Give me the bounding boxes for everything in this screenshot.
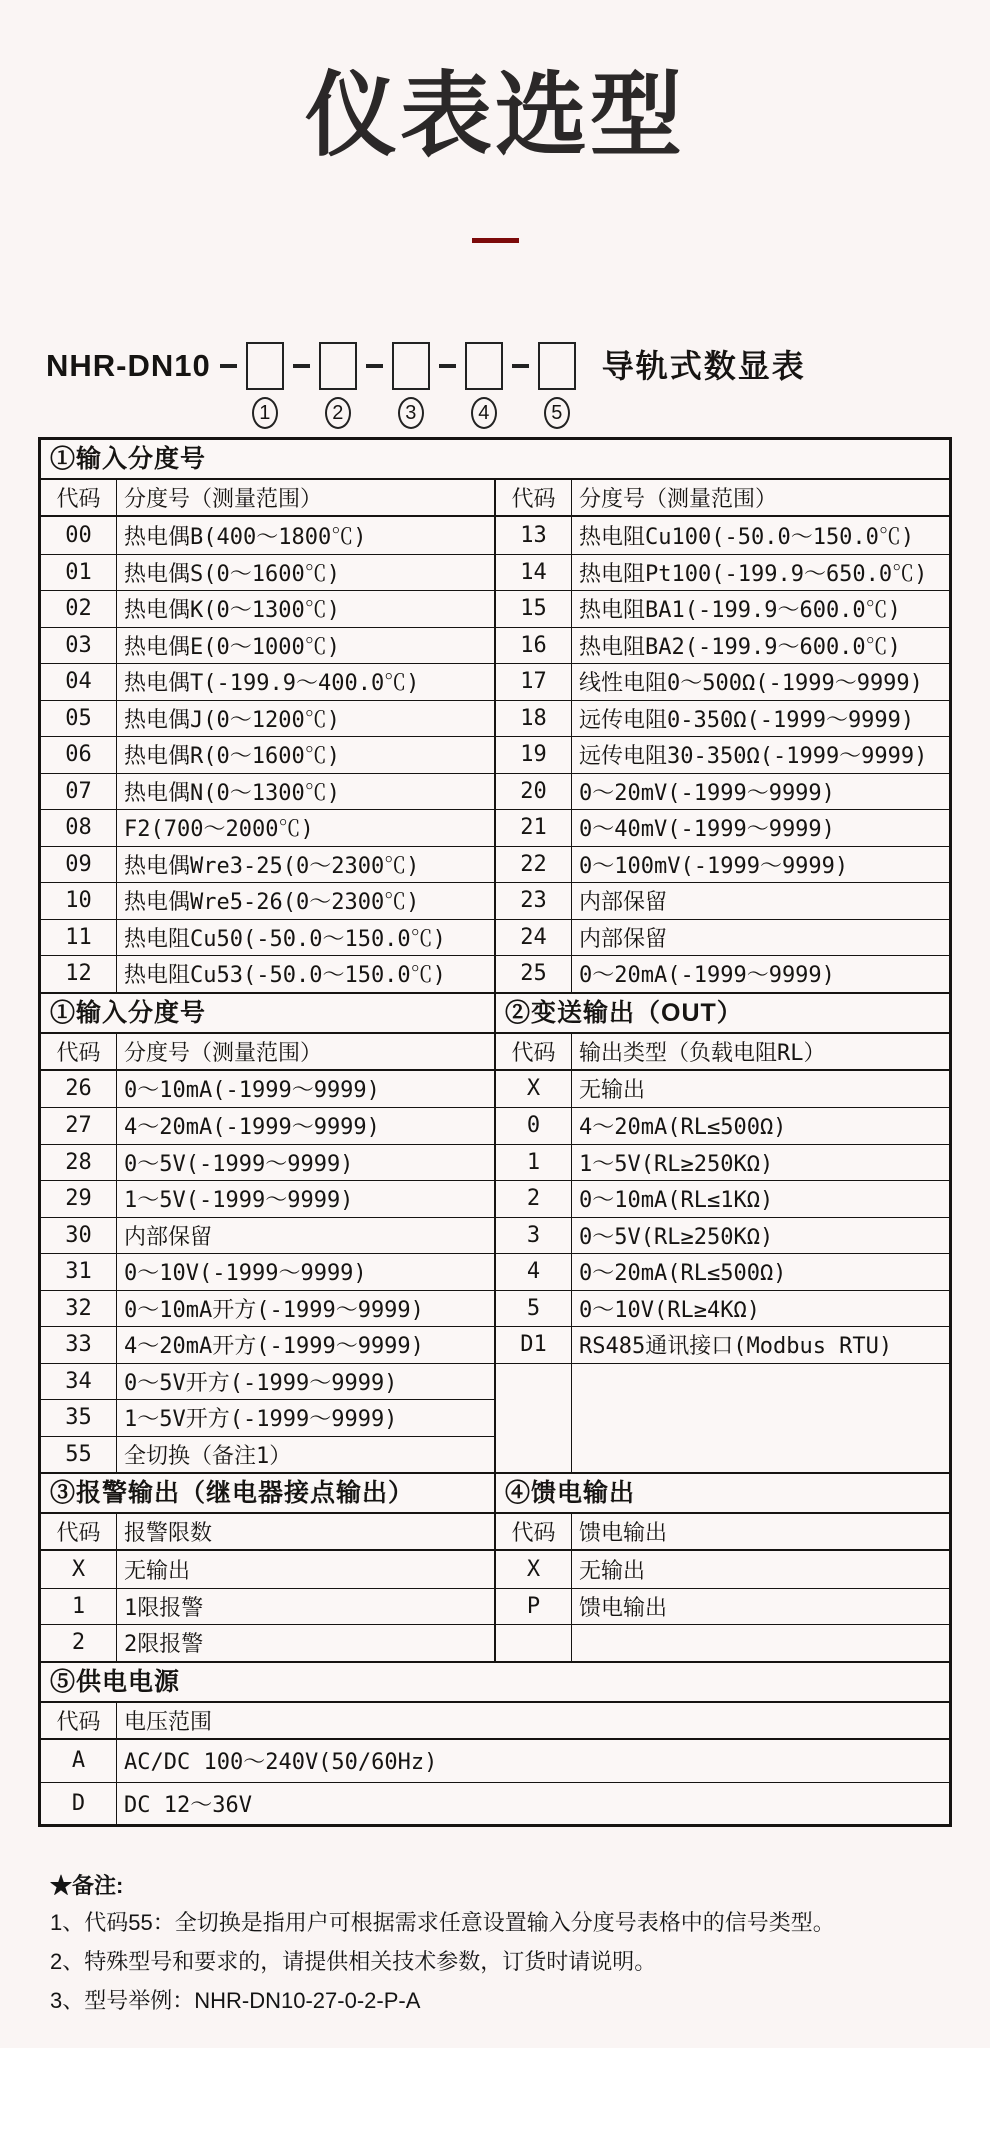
section-header: ③报警输出（继电器接点输出） [41, 1474, 494, 1514]
code-cell: 12 [41, 956, 117, 992]
code-cell: 19 [496, 737, 572, 773]
desc-cell: 热电偶E(0～1000℃) [124, 634, 340, 660]
desc-cell: 0～5V(RL≥250KΩ) [579, 1224, 774, 1250]
table-row [41, 1326, 494, 1363]
notes-header: ★备注: [50, 1872, 124, 1898]
model-segment [430, 342, 503, 429]
model-segment [284, 342, 357, 429]
column-header-code: 代码 [41, 1514, 117, 1549]
table-row [496, 809, 949, 846]
note-item: 1、代码55：全切换是指用户可根据需求任意设置输入分度号表格中的信号类型。 [50, 1909, 835, 1935]
column-header-row [41, 1514, 494, 1551]
table-row [496, 1180, 949, 1217]
rows [41, 517, 494, 992]
code-cell: P [496, 1589, 572, 1625]
code-cell: 14 [496, 555, 572, 591]
code-cell: 11 [41, 920, 117, 956]
code-cell: 32 [41, 1291, 117, 1327]
rows [41, 1071, 494, 1473]
table-row [496, 773, 949, 810]
desc-cell: 0～40mV(-1999～9999) [579, 817, 835, 843]
code-cell: 24 [496, 920, 572, 956]
desc-cell: 无输出 [124, 1558, 191, 1584]
rows [496, 1071, 949, 1363]
code-cell: 27 [41, 1108, 117, 1144]
column-header-row [41, 480, 494, 517]
code-cell: 23 [496, 883, 572, 919]
empty-filler [496, 1363, 949, 1473]
code-cell: 00 [41, 517, 117, 554]
table-row [41, 736, 494, 773]
right-half [495, 480, 949, 992]
section-header: ④馈电输出 [496, 1474, 949, 1514]
column-header-desc: 报警限数 [124, 1521, 213, 1546]
column-header-desc: 分度号（测量范围） [124, 487, 323, 512]
desc-cell: 内部保留 [579, 890, 668, 916]
table-row [41, 1624, 494, 1661]
table-row [41, 627, 494, 664]
desc-cell: 线性电阻0～500Ω(-1999～9999) [579, 671, 923, 697]
section-alarm-and-feed [41, 1472, 949, 1661]
segment-column [465, 342, 503, 429]
code-cell: 21 [496, 810, 572, 846]
table-row [41, 1363, 494, 1400]
code-cell: 15 [496, 591, 572, 627]
code-cell: 1 [496, 1145, 572, 1181]
desc-cell: 热电偶S(0～1600℃) [124, 561, 340, 587]
code-cell: X [41, 1551, 117, 1588]
column-header-code: 代码 [496, 480, 572, 515]
dash-separator [366, 364, 383, 368]
table-row [41, 1290, 494, 1327]
table-row [496, 700, 949, 737]
spec-table [38, 437, 952, 1827]
code-cell: 28 [41, 1145, 117, 1181]
code-cell: 34 [41, 1364, 117, 1400]
model-segment [503, 342, 576, 429]
note-item: 2、特殊型号和要求的，请提供相关技术参数，订货时请说明。 [50, 1948, 657, 1974]
empty-code-column [496, 1364, 572, 1473]
code-cell: 17 [496, 664, 572, 700]
column-header-row [496, 1514, 949, 1551]
code-cell: 10 [41, 883, 117, 919]
segment-column [319, 342, 357, 429]
notes [50, 1869, 990, 2020]
model-segment-box [465, 342, 503, 390]
table-row [41, 1551, 494, 1588]
column-header-row [496, 480, 949, 517]
column-header-desc: 输出类型（负载电阻RL） [579, 1040, 826, 1066]
table-row [41, 1253, 494, 1290]
section-body [41, 994, 949, 1473]
table-row [496, 627, 949, 664]
table-row [41, 1217, 494, 1254]
section-header: ⑤供电电源 [41, 1663, 949, 1703]
code-cell: 02 [41, 591, 117, 627]
table-row [41, 1180, 494, 1217]
table-row [41, 1071, 494, 1108]
code-cell: 31 [41, 1254, 117, 1290]
column-header-row [41, 1703, 949, 1740]
desc-cell: 热电偶J(0～1200℃) [124, 707, 340, 733]
dash-separator [220, 364, 237, 368]
column-header-row [496, 1034, 949, 1071]
table-row [496, 955, 949, 992]
code-cell: A [41, 1740, 117, 1782]
table-row [41, 517, 494, 554]
desc-cell: 0～10V(-1999～9999) [124, 1261, 367, 1287]
right-half [495, 994, 949, 1473]
desc-cell: 0～20mA(-1999～9999) [579, 963, 835, 989]
desc-cell: 1～5V开方(-1999～9999) [124, 1407, 398, 1433]
segment-number-badge: 3 [398, 397, 424, 429]
code-cell: X [496, 1071, 572, 1108]
desc-cell: 0～10mA(RL≤1KΩ) [579, 1188, 774, 1214]
code-cell: 06 [41, 737, 117, 773]
code-cell: 01 [41, 555, 117, 591]
code-cell: 25 [496, 956, 572, 992]
left-half [41, 994, 495, 1473]
desc-cell: 热电偶Wre3-25(0～2300℃) [124, 853, 420, 879]
code-cell: 09 [41, 847, 117, 883]
desc-cell: RS485通讯接口(Modbus RTU) [579, 1334, 893, 1360]
footer-strip [0, 2048, 990, 2143]
section-power-supply [41, 1661, 949, 1824]
empty-filler [496, 1624, 949, 1661]
section-input-and-output [41, 992, 949, 1473]
desc-cell: 内部保留 [124, 1224, 213, 1250]
desc-cell: 热电偶N(0～1300℃) [124, 780, 340, 806]
table-row [496, 554, 949, 591]
desc-cell: 热电偶T(-199.9～400.0℃) [124, 671, 420, 697]
table-row [496, 1253, 949, 1290]
code-cell: 35 [41, 1400, 117, 1436]
segment-number-badge: 1 [252, 397, 278, 429]
table-row [496, 1107, 949, 1144]
code-cell: 4 [496, 1254, 572, 1290]
code-cell: 29 [41, 1181, 117, 1217]
code-cell: 1 [41, 1589, 117, 1625]
code-cell: 0 [496, 1108, 572, 1144]
desc-cell: DC 12～36V [124, 1792, 252, 1818]
segment-column [246, 342, 284, 429]
desc-cell: 0～10mA(-1999～9999) [124, 1078, 380, 1104]
desc-cell: F2(700～2000℃) [124, 817, 314, 843]
title-accent-dash [472, 238, 519, 243]
code-cell: 33 [41, 1327, 117, 1363]
right-half [495, 1474, 949, 1661]
left-half [41, 480, 495, 992]
left-half [41, 1474, 495, 1661]
table-row [41, 882, 494, 919]
code-cell: 20 [496, 774, 572, 810]
desc-cell: 0～100mV(-1999～9999) [579, 853, 849, 879]
desc-cell: 1～5V(RL≥250KΩ) [579, 1151, 774, 1177]
code-cell: D1 [496, 1327, 572, 1363]
dash-separator [293, 364, 310, 368]
table-row [41, 1782, 949, 1824]
desc-cell: 2限报警 [124, 1632, 204, 1658]
segment-number-badge: 5 [544, 397, 570, 429]
code-cell: 55 [41, 1437, 117, 1473]
model-segment-box [538, 342, 576, 390]
desc-cell: 远传电阻30-350Ω(-1999～9999) [579, 744, 928, 770]
segment-column [392, 342, 430, 429]
column-header-desc: 分度号（测量范围） [124, 1040, 323, 1066]
desc-cell: 0～10V(RL≥4KΩ) [579, 1297, 760, 1323]
table-row [41, 1740, 949, 1782]
code-cell: 26 [41, 1071, 117, 1108]
code-cell: 05 [41, 701, 117, 737]
table-row [496, 1588, 949, 1625]
rows [41, 1740, 949, 1824]
desc-cell: AC/DC 100～240V(50/60Hz) [124, 1750, 438, 1775]
model-code-line [46, 342, 990, 429]
desc-cell: 热电阻Cu53(-50.0～150.0℃) [124, 963, 446, 989]
column-header-code: 代码 [41, 1034, 117, 1069]
table-row [41, 554, 494, 591]
desc-cell: 热电偶Wre5-26(0～2300℃) [124, 890, 420, 916]
section-header: ①输入分度号 [41, 994, 494, 1034]
column-header-code: 代码 [41, 480, 117, 515]
desc-cell: 4～20mA(RL≤500Ω) [579, 1115, 787, 1141]
table-row [41, 773, 494, 810]
desc-cell: 无输出 [579, 1558, 646, 1584]
table-row [41, 846, 494, 883]
code-cell: 08 [41, 810, 117, 846]
desc-cell: 热电阻BA1(-199.9～600.0℃) [579, 598, 901, 624]
model-segment-box [246, 342, 284, 390]
table-row [496, 882, 949, 919]
desc-cell: 热电阻Cu50(-50.0～150.0℃) [124, 926, 446, 952]
table-row [496, 1551, 949, 1588]
desc-cell: 远传电阻0-350Ω(-1999～9999) [579, 707, 915, 733]
column-header-code: 代码 [41, 1703, 117, 1738]
table-row [496, 1290, 949, 1327]
desc-cell: 1限报警 [124, 1595, 204, 1621]
desc-cell: 热电阻BA2(-199.9～600.0℃) [579, 634, 901, 660]
desc-cell: 热电偶R(0～1600℃) [124, 744, 340, 770]
segment-number-badge: 2 [325, 397, 351, 429]
desc-cell: 热电偶K(0～1300℃) [124, 598, 340, 624]
code-cell: 5 [496, 1291, 572, 1327]
code-cell: X [496, 1551, 572, 1588]
table-row [41, 700, 494, 737]
model-prefix: NHR-DN10 [46, 348, 211, 383]
column-header-desc: 电压范围 [124, 1709, 213, 1735]
code-cell: 3 [496, 1218, 572, 1254]
model-segment [357, 342, 430, 429]
table-row [496, 517, 949, 554]
code-cell: D [41, 1783, 117, 1824]
code-cell: 18 [496, 701, 572, 737]
section-body [41, 480, 949, 992]
section-header: ②变送输出（OUT） [496, 994, 949, 1034]
table-row [496, 846, 949, 883]
code-cell: 22 [496, 847, 572, 883]
model-segments [211, 342, 576, 429]
note-item: 3、型号举例：NHR-DN10-27-0-2-P-A [50, 1987, 421, 2013]
table-row [496, 919, 949, 956]
table-row [496, 1144, 949, 1181]
table-row [41, 1144, 494, 1181]
table-row [41, 955, 494, 992]
rows [496, 517, 949, 992]
table-row [496, 1217, 949, 1254]
table-row [41, 1399, 494, 1436]
desc-cell: 0～5V开方(-1999～9999) [124, 1370, 398, 1396]
desc-cell: 1～5V(-1999～9999) [124, 1188, 354, 1214]
table-row [41, 809, 494, 846]
desc-cell: 热电阻Cu100(-50.0～150.0℃) [579, 524, 915, 550]
table-row [41, 1107, 494, 1144]
table-row [41, 1436, 494, 1473]
desc-cell: 4～20mA(-1999～9999) [124, 1115, 380, 1141]
code-cell: 16 [496, 628, 572, 664]
model-segment-box [392, 342, 430, 390]
code-cell: 2 [41, 1625, 117, 1661]
model-segment [211, 342, 284, 429]
model-segment-box [319, 342, 357, 390]
notes-list [50, 1903, 990, 2020]
desc-cell: 内部保留 [579, 926, 668, 952]
desc-cell: 0～20mA(RL≤500Ω) [579, 1261, 787, 1287]
code-cell: 07 [41, 774, 117, 810]
section-body [41, 1474, 949, 1661]
desc-cell: 0～20mV(-1999～9999) [579, 780, 835, 806]
desc-cell: 全切换（备注1） [124, 1443, 292, 1469]
table-row [41, 590, 494, 627]
column-header-code: 代码 [496, 1514, 572, 1549]
table-row [496, 1326, 949, 1363]
segment-number-badge: 4 [471, 397, 497, 429]
desc-cell: 无输出 [579, 1078, 646, 1104]
desc-cell: 馈电输出 [579, 1595, 668, 1621]
rows [496, 1551, 949, 1624]
segment-column [538, 342, 576, 429]
desc-cell: 0～5V(-1999～9999) [124, 1151, 354, 1177]
code-cell: 13 [496, 517, 572, 554]
section-input-codes [41, 440, 949, 992]
code-cell: 03 [41, 628, 117, 664]
column-header-desc: 馈电输出 [579, 1521, 668, 1546]
column-header-row [41, 1034, 494, 1071]
code-cell: 04 [41, 664, 117, 700]
section-header: ①输入分度号 [41, 440, 949, 480]
table-row [41, 663, 494, 700]
empty-code-column [496, 1625, 572, 1661]
column-header-desc: 分度号（测量范围） [579, 487, 778, 512]
table-row [41, 1588, 494, 1625]
code-cell: 30 [41, 1218, 117, 1254]
code-cell: 2 [496, 1181, 572, 1217]
dash-separator [512, 364, 529, 368]
table-row [496, 590, 949, 627]
desc-cell: 热电偶B(400～1800℃) [124, 524, 367, 550]
model-suffix: 导轨式数显表 [601, 348, 806, 384]
desc-cell: 热电阻Pt100(-199.9～650.0℃) [579, 561, 928, 587]
table-row [496, 663, 949, 700]
rows [41, 1551, 494, 1661]
column-header-code: 代码 [496, 1034, 572, 1069]
desc-cell: 0～10mA开方(-1999～9999) [124, 1297, 424, 1323]
table-row [496, 1071, 949, 1108]
table-row [41, 919, 494, 956]
dash-separator [439, 364, 456, 368]
desc-cell: 4～20mA开方(-1999～9999) [124, 1334, 424, 1360]
table-row [496, 736, 949, 773]
page-title: 仪表选型 [304, 65, 685, 167]
